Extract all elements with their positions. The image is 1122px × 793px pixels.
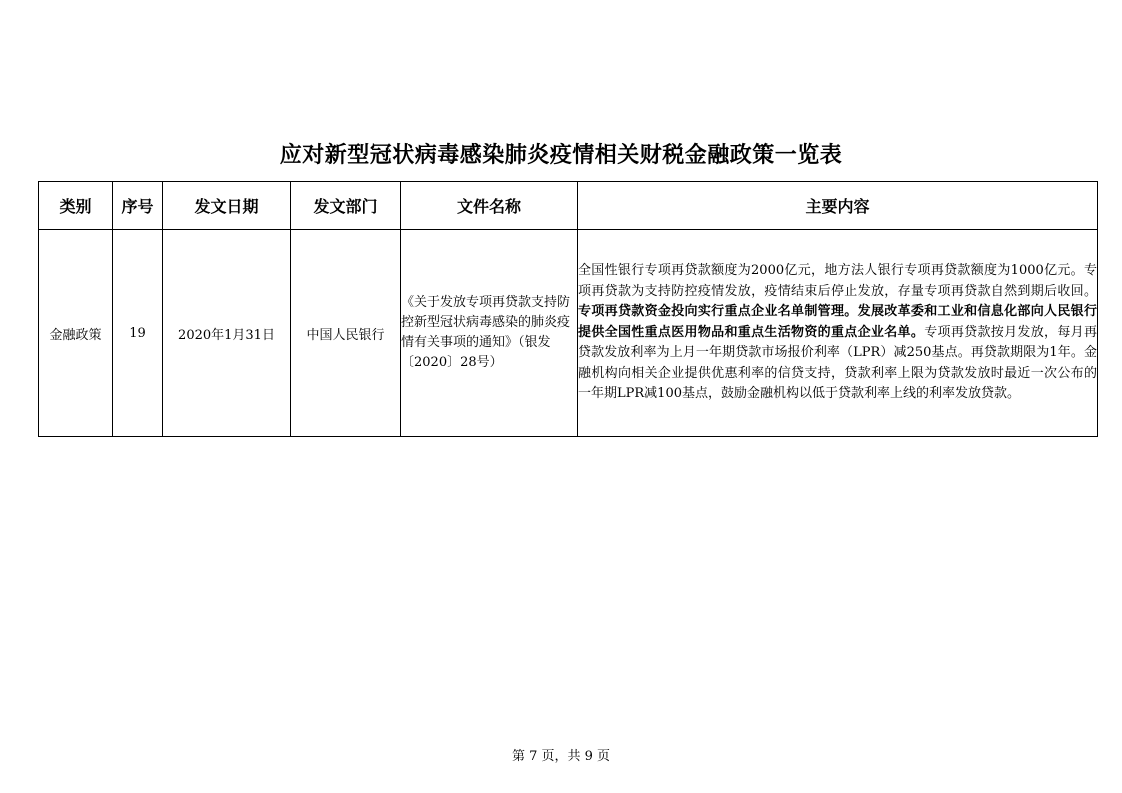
cell-dept: 中国人民银行 xyxy=(291,230,401,437)
cell-content xyxy=(578,230,1098,437)
policy-table xyxy=(38,181,1098,437)
table-header-row xyxy=(39,182,1098,230)
cell-doc-name: 《关于发放专项再贷款支持防控新型冠状病毒感染的肺炎疫情有关事项的通知》（银发〔2020〕28号） xyxy=(401,230,578,437)
header-seq: 序号 xyxy=(113,182,163,230)
document-title: 应对新型冠状病毒感染肺炎疫情相关财税金融政策一览表 xyxy=(279,143,843,168)
header-category: 类别 xyxy=(39,182,113,230)
content-text-bold: 专项再贷款资金投向实行重点企业名单制管理。发展改革委和工业和信息化部向人民银行提供全国性重点医用物品和重点生活物资的重点企业名单。 xyxy=(578,304,1097,340)
header-content: 主要内容 xyxy=(578,182,1098,230)
content-text-part2: 专项再贷款按月发放，每月再贷款发放利率为上月一年期贷款市场报价利率（LPR）减250基点。再贷款期限为1年。金融机构向相关企业提供优惠利率的信贷支持，贷款利率上限为贷款发放时最近一次公布的一年期LPR减100基点，鼓励金融机构以低于贷款利率上线的利率发放贷款。 xyxy=(578,324,1097,402)
table-row xyxy=(39,230,1098,437)
content-text-part1: 全国性银行专项再贷款额度为2000亿元，地方法人银行专项再贷款额度为1000亿元。专项再贷款为支持防控疫情发放，疫情结束后停止发放，存量专项再贷款自然到期后收回。 xyxy=(578,263,1097,299)
cell-seq: 19 xyxy=(113,230,163,437)
header-dept: 发文部门 xyxy=(291,182,401,230)
page-number-footer: 第 7 页，共 9 页 xyxy=(511,749,611,764)
header-doc-name: 文件名称 xyxy=(401,182,578,230)
header-date: 发文日期 xyxy=(163,182,291,230)
cell-category: 金融政策 xyxy=(39,230,113,437)
cell-date: 2020年1月31日 xyxy=(163,230,291,437)
